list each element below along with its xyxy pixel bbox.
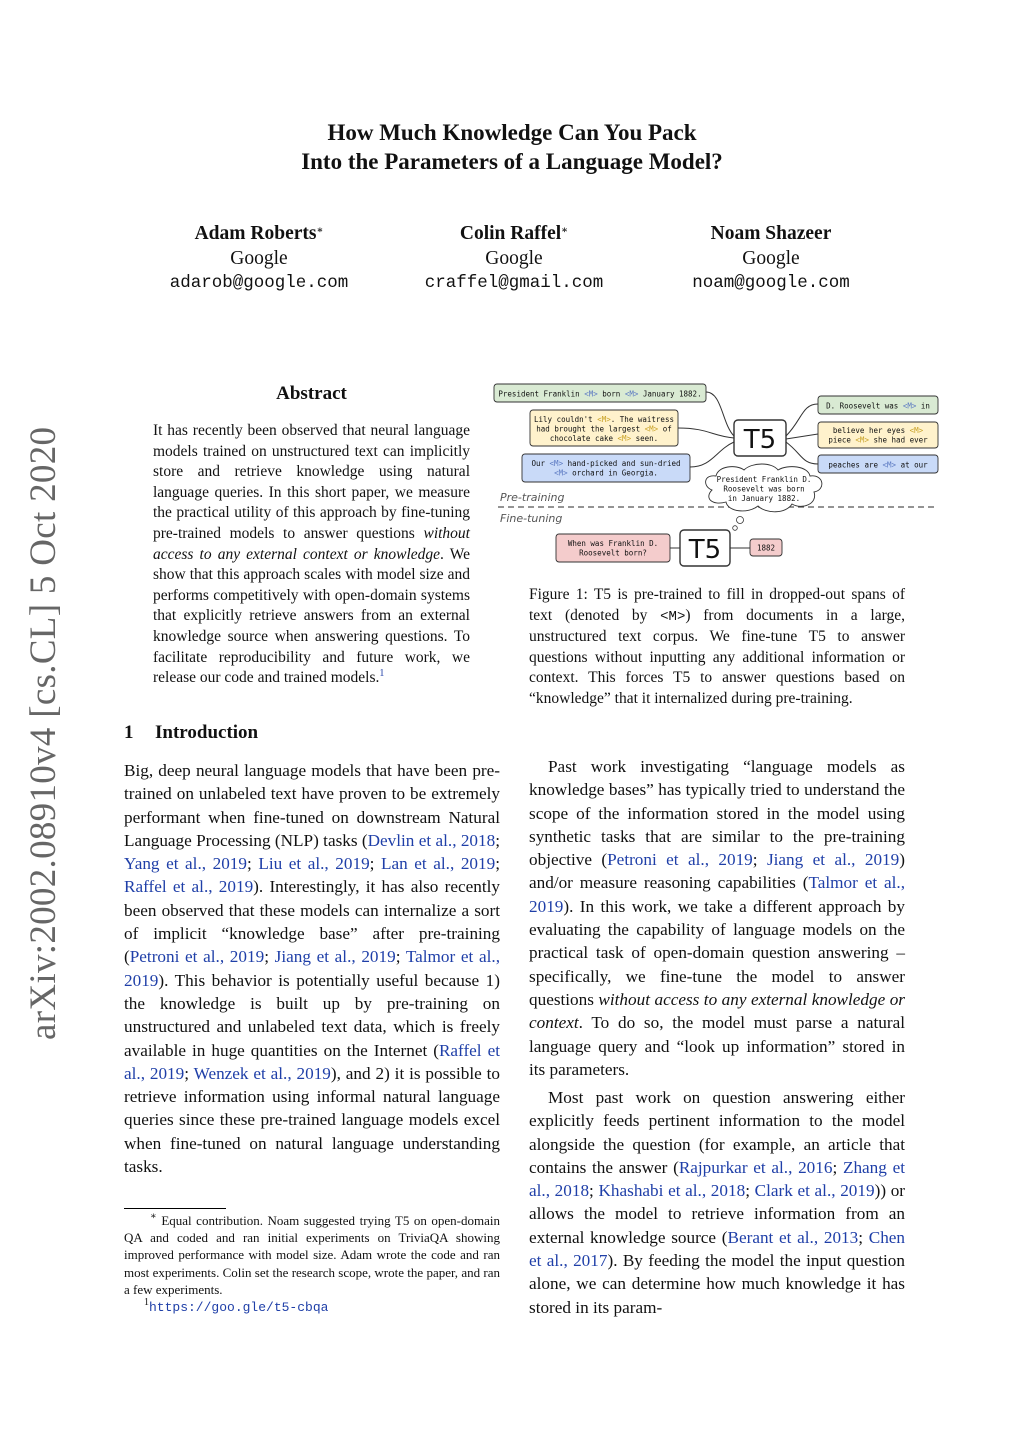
author-affiliation: Google — [230, 247, 288, 269]
svg-text:in January 1882.: in January 1882. — [727, 494, 801, 503]
svg-text:1882: 1882 — [756, 543, 776, 553]
thought-cloud — [706, 464, 822, 530]
author-email[interactable]: adarob@google.com — [169, 273, 349, 293]
t5-model-pretraining — [734, 420, 786, 456]
footnote-rule — [124, 1208, 226, 1209]
equal-contribution-mark: ∗ — [561, 225, 569, 236]
title-line-2: Into the Parameters of a Language Model? — [301, 149, 723, 174]
citation-link[interactable]: Jiang et al., 2019 — [766, 850, 900, 870]
svg-text:D. Roosevelt was <M> in: D. Roosevelt was <M> in — [826, 401, 930, 411]
svg-text:piece <M> she had ever: piece <M> she had ever — [828, 435, 928, 445]
citation-link[interactable]: Lan et al., 2019 — [381, 854, 496, 874]
citation-link[interactable]: Wenzek et al., 2019 — [193, 1063, 331, 1083]
svg-text:T5: T5 — [688, 535, 722, 565]
citation-link[interactable]: Clark et al., 2019 — [754, 1181, 875, 1201]
citation-link[interactable]: Berant et al., 2013 — [727, 1227, 859, 1247]
input-box-2 — [530, 410, 678, 446]
svg-text:believe her eyes <M>: believe her eyes <M> — [832, 426, 924, 435]
footnotes — [124, 1212, 500, 1316]
citation-link[interactable]: Jiang et al., 2019 — [274, 947, 396, 967]
citation-link[interactable]: Petroni et al., 2019 — [129, 947, 265, 967]
author-name: Noam Shazeer — [710, 223, 832, 244]
section-title: Introduction — [155, 722, 259, 743]
citation-link[interactable]: Khashabi et al., 2018 — [598, 1181, 746, 1201]
abstract-heading: Abstract — [276, 383, 347, 404]
svg-text:Our <M> hand-picked and sun-dr: Our <M> hand-picked and sun-dried — [531, 459, 681, 468]
svg-text:chocolate cake <M> seen.: chocolate cake <M> seen. — [549, 434, 659, 443]
intro-paragraph-2: Past work investigating “language models as knowledge bases” has typically tried to understand the scope of the information stored in the model using synthetic tasks that are similar to the pre-training objective (Petroni et al., 2019; Jiang et al., 2019) and/or measure reasoning capabilities (Talmor et al., 2019). In this work, we take a different approach by evaluating the capability of language models on the practical task of open-domain question answering – specifically, we fine-tune the model to answer questions without access to any external knowledge or context. To do so, the model must parse a natural language query and “look up information” stored in its parameters. — [529, 757, 905, 1079]
output-box-2 — [818, 422, 938, 448]
author-email[interactable]: craffel@gmail.com — [424, 273, 604, 293]
title-line-1: How Much Knowledge Can You Pack — [327, 120, 697, 145]
svg-text:Roosevelt was born: Roosevelt was born — [723, 484, 805, 494]
svg-text:Lily couldn't <M>. The waitres: Lily couldn't <M>. The waitress — [534, 415, 674, 424]
author-name: Adam Roberts∗ — [194, 223, 324, 244]
figure-1-diagram — [490, 378, 940, 578]
author-name: Colin Raffel∗ — [459, 223, 569, 244]
citation-link[interactable]: Raffel et al., 2019 — [124, 1040, 500, 1083]
svg-text:<M> orchard in Georgia.: <M> orchard in Georgia. — [554, 468, 658, 478]
citation-link[interactable]: Talmor et al., 2019 — [124, 947, 500, 990]
footnote-code-link: $^1$https://goo.gle/t5-cbqa — [144, 1297, 329, 1316]
svg-text:peaches are <M> at our: peaches are <M> at our — [828, 460, 928, 470]
citation-link[interactable]: Raffel et al., 2019 — [124, 877, 254, 897]
answer-box — [750, 539, 782, 556]
citation-link[interactable]: Liu et al., 2019 — [258, 854, 370, 874]
code-url-link[interactable]: https://goo.gle/t5-cbqa — [149, 1300, 329, 1316]
output-box-3 — [818, 455, 938, 473]
citation-link[interactable]: Rajpurkar et al., 2016 — [678, 1157, 833, 1177]
citation-link[interactable]: Yang et al., 2019 — [124, 854, 247, 874]
author-email[interactable]: noam@google.com — [692, 273, 850, 293]
author-affiliation: Google — [742, 247, 800, 269]
author-block-1 — [129, 222, 389, 296]
svg-text:had brought the largest <M> of: had brought the largest <M> of — [536, 424, 672, 434]
figure-1-caption: Figure 1: T5 is pre-trained to fill in dropped-out spans of text (denoted by <M>) from documents in a large, unstructured text corpus. We fine-tune T5 to answer questions without inputting any additional information or context. This forces T5 to answer questions based on “knowledge” that it internalized during pre-training. — [529, 586, 905, 707]
section-heading — [124, 722, 258, 744]
question-box — [556, 534, 670, 562]
output-box-1 — [818, 396, 938, 414]
arxiv-identifier: arXiv:2002.08910v4 [cs.CL] 5 Oct 2020 — [23, 426, 64, 1040]
section-number: 1 — [124, 722, 134, 743]
pretraining-label: Pre-training — [500, 491, 565, 504]
svg-text:When was Franklin D.: When was Franklin D. — [567, 539, 659, 548]
author-affiliation: Google — [485, 247, 543, 269]
input-box-1 — [494, 384, 706, 402]
svg-text:President Franklin <M> born <M: President Franklin <M> born <M> January 1882. — [498, 389, 702, 399]
svg-text:Roosevelt born?: Roosevelt born? — [579, 548, 647, 558]
citation-link[interactable]: Chen et al., 2017 — [529, 1227, 906, 1271]
citation-link[interactable]: Zhang et al., 2018 — [529, 1157, 905, 1201]
footnote-equal-contribution: ∗ Equal contribution. Noam suggested trying T5 on open-domain QA and coded and ran initial experiments on TriviaQA showing improved performance with model size. Adam wrote the code and ran most experiments. Colin set the research scope, wrote the paper, and ran a few experiments. — [124, 1211, 501, 1297]
intro-paragraph-1: Big, deep neural language models that have been pre-trained on unlabeled text have proven to be extremely performant when fine-tuned on downstream Natural Language Processing (NLP) tasks (Devlin et al., 2018; Yang et al., 2019; Liu et al., 2019; Lan et al., 2019; Raffel et al., 2019). Interestingly, it has also recently been observed that these models can internalize a sort of implicit “knowledge base” after pre-training (Petroni et al., 2019; Jiang et al., 2019; Talmor et al., 2019). This behavior is potentially useful because 1) the knowledge is built up by pre-training on unstructured and unlabeled text data, which is freely available in huge quantities on the Internet (Raffel et al., 2019; Wenzek et al., 2019), and 2) it is possible to retrieve information using informal natural language queries since these pre-trained language models excel when fine-tuned on natural language understanding tasks. — [124, 761, 500, 1177]
citation-link[interactable]: Talmor et al., 2019 — [529, 873, 905, 916]
intro-paragraph-3: Most past work on question answering either explicitly feeds pertinent information to the model alongside the question (for example, an article that contains the answer (Rajpurkar et al., 2016; Zhang et al., 2018; Khashabi et al., 2018; Clark et al., 2019)) or allows the model to retrieve information from an external knowledge source (Berant et al., 2013; Chen et al., 2017). By feeding the model the input question alone, we can determine how much knowledge it has stored in its param- — [529, 1088, 906, 1317]
abstract-text: It has recently been observed that neural language models trained on unstructured text can implicitly store and retrieve knowledge using natural language queries. In this short paper, we measure the practical utility of this approach by fine-tuning pre-trained models to answer questions without access to any external context or knowledge. We show that this approach scales with model size and performs competitively with open-domain systems that explicitly retrieve answers from an external knowledge source when answering questions. To facilitate reproducibility and future work, we release our code and trained models.$^1$ — [153, 422, 470, 687]
finetuning-label: Fine-tuning — [500, 512, 563, 525]
paper-title — [0, 118, 1024, 176]
author-block-2 — [384, 222, 644, 296]
input-box-3 — [522, 454, 690, 482]
citation-link[interactable]: Petroni et al., 2019 — [607, 850, 753, 870]
citation-link[interactable]: Devlin et al., 2018 — [367, 830, 496, 850]
author-block-3 — [641, 222, 901, 296]
equal-contribution-mark: ∗ — [316, 225, 324, 236]
t5-model-finetuning — [680, 530, 730, 566]
footnote-ref-1[interactable]: 1 — [379, 668, 385, 680]
svg-text:President Franklin D.: President Franklin D. — [716, 475, 812, 484]
svg-text:T5: T5 — [743, 425, 777, 455]
